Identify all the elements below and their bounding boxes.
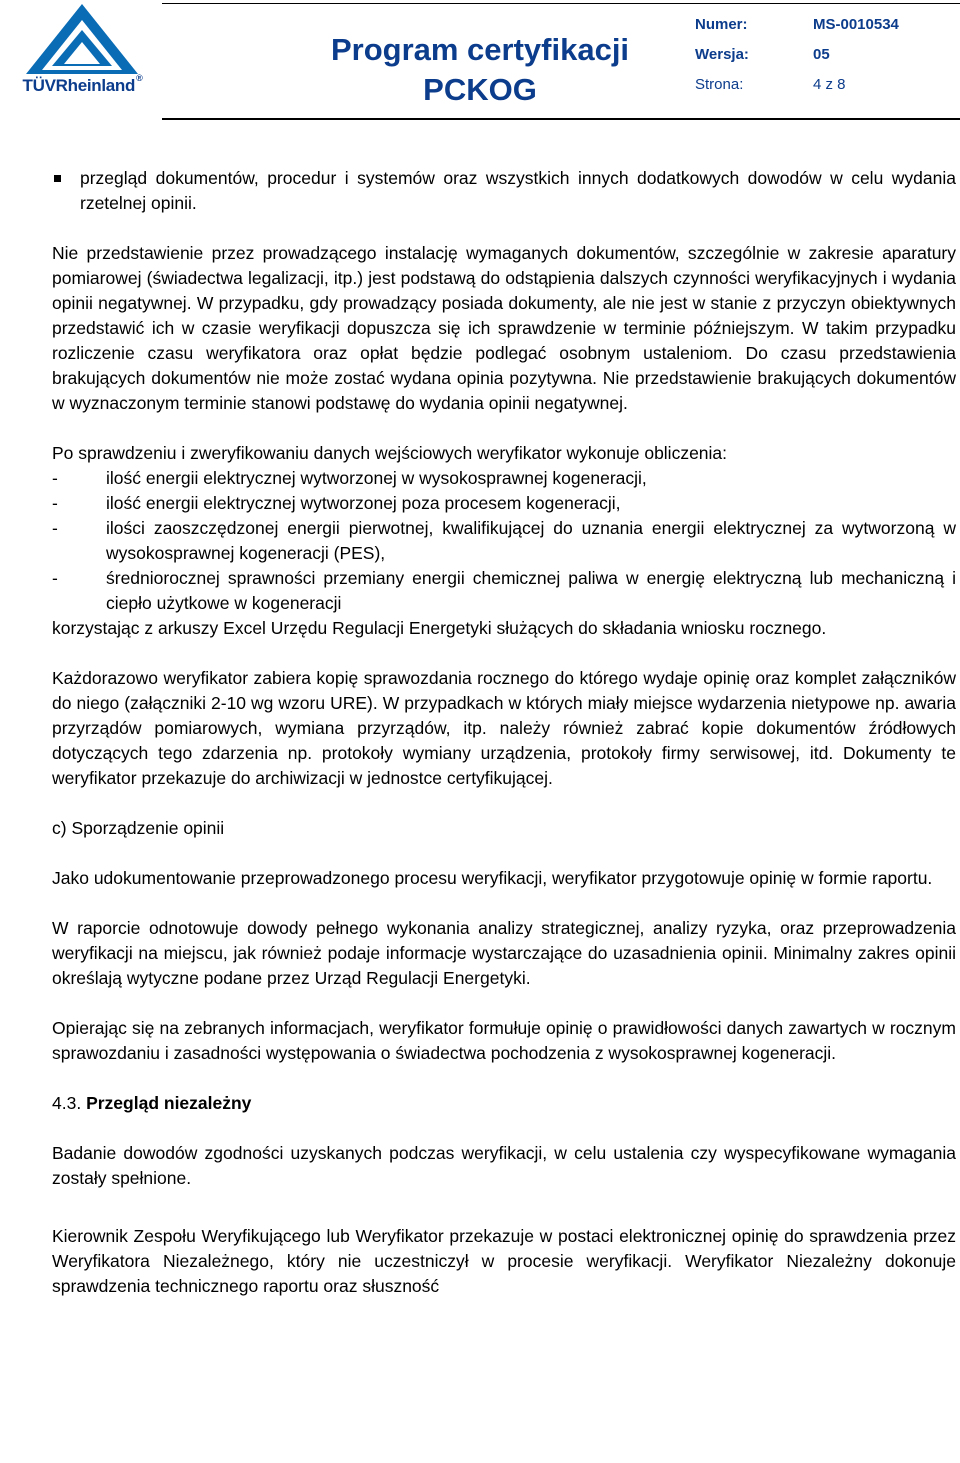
- meta-value: 4 z 8: [813, 76, 846, 93]
- paragraph-intro: Po sprawdzeniu i zweryfikowaniu danych wejściowych weryfikator wykonuje obliczenia:: [52, 443, 728, 463]
- paragraph: Kierownik Zespołu Weryfikującego lub Weryfikator przekazuje w postaci elektronicznej opinię do sprawdzenia przez Weryfikatora Niezależnego, który nie uczestniczył w procesie weryfikacji. Weryfikator Niezależny dokonuje sprawdzenia technicznego raportu oraz słuszność: [52, 1226, 956, 1296]
- page-header: [0, 0, 960, 120]
- header-top-rule: [162, 3, 960, 4]
- list-item-text: ilość energii elektrycznej wytworzonej poza procesem kogeneracji,: [106, 493, 621, 513]
- document-title: [280, 30, 680, 110]
- header-bottom-rule: [162, 118, 960, 120]
- bullet-item: [52, 166, 956, 216]
- meta-page-row: [695, 70, 945, 100]
- list-item: [52, 491, 956, 516]
- section-heading-c: c) Sporządzenie opinii: [52, 818, 225, 838]
- paragraph: Nie przedstawienie przez prowadzącego instalację wymaganych dokumentów, szczególnie w zakresie aparatury pomiarowej (świadectwa legalizacji, itp.) jest podstawą do odstąpienia dalszych czynności weryfikacyjnych i wydania opinii negatywnej. W przypadku, gdy prowadzący posiada dokumenty, ale nie jest w stanie z przyczyn obiektywnych przedstawić ich w czasie weryfikacji dopuszcza się ich sprawdzenie w terminie późniejszym. W takim przypadku rozliczenie czasu weryfikatora oraz opłat będzie podlegać osobnym ustaleniom. Do czasu przedstawienia brakujących dokumentów nie może zostać wydana opinia pozytywna. Nie przedstawienie brakujących dokumentów w wyznaczonym terminie stanowi podstawę do wydania opinii negatywnej.: [52, 243, 956, 413]
- tuv-rheinland-logo: [20, 2, 145, 112]
- square-bullet-icon: [54, 175, 61, 182]
- list-item-text: ilości zaoszczędzonej energii pierwotnej, kwalifikującej do uznania energii elektrycznej za wytworzoną w wysokosprawnej kogeneracji (PES),: [106, 518, 956, 563]
- bullet-text: przegląd dokumentów, procedur i systemów oraz wszystkich innych dodatkowych dowodów w celu wydania rzetelnej opinii.: [80, 168, 956, 213]
- document-meta: [695, 10, 945, 100]
- meta-value: 05: [813, 46, 830, 63]
- list-item: [52, 566, 956, 616]
- logo-wordmark: TÜVRheinland®: [22, 73, 143, 95]
- dash-marker: -: [52, 518, 58, 538]
- paragraph: W raporcie odnotowuje dowody pełnego wykonania analizy strategicznej, analizy ryzyka, oraz przeprowadzenia weryfikacji na miejscu, jak również podaje informacje wystarczające do uzasadnienia opinii. Minimalny zakres opinii określają wytyczne podane przez Urząd Regulacji Energetyki.: [52, 918, 956, 988]
- meta-label: Wersja:: [695, 46, 749, 63]
- tuv-triangle-icon: [20, 2, 145, 82]
- section-title: Przegląd niezależny: [86, 1093, 252, 1113]
- section-number: 4.3.: [52, 1093, 82, 1113]
- meta-number-row: [695, 10, 945, 40]
- list-item-text: ilość energii elektrycznej wytworzonej w wysokosprawnej kogeneracji,: [106, 468, 647, 488]
- dash-marker: -: [52, 468, 58, 488]
- meta-version-row: [695, 40, 945, 70]
- section-heading-4-3: [52, 1091, 956, 1116]
- list-item: [52, 466, 956, 491]
- paragraph: Opierając się na zebranych informacjach, weryfikator formułuje opinię o prawidłowości danych zawartych w rocznym sprawozdaniu i zasadności występowania o świadectwa pochodzenia z wysokosprawnej kogeneracji.: [52, 1018, 956, 1063]
- title-line-2: PCKOG: [423, 72, 537, 107]
- meta-label: Strona:: [695, 76, 744, 93]
- paragraph: Jako udokumentowanie przeprowadzonego procesu weryfikacji, weryfikator przygotowuje opinię w formie raportu.: [52, 868, 933, 888]
- list-item: [52, 516, 956, 566]
- document-body: [52, 166, 956, 1299]
- list-item-text: średniorocznej sprawności przemiany energii chemicznej paliwa w energię elektryczną lub mechaniczną i ciepło użytkowe w kogeneracji: [106, 568, 956, 613]
- paragraph-outro: korzystając z arkuszy Excel Urzędu Regulacji Energetyki służących do składania wniosku rocznego.: [52, 618, 827, 638]
- meta-value: MS-0010534: [813, 16, 899, 33]
- dash-marker: -: [52, 568, 58, 588]
- paragraph: Każdorazowo weryfikator zabiera kopię sprawozdania rocznego do którego wydaje opinię oraz komplet załączników do niego (załączniki 2-10 wg wzoru URE). W przypadkach w których miały miejsce wydarzenia nietypowe np. awaria przyrządów pomiarowych, wymiana przyrządów, itp. należy również zabrać kopie dokumentów źródłowych dotyczących tego zdarzenia np. protokoły wymiany urządzenia, protokoły firmy serwisowej, itd. Dokumenty te weryfikator przekazuje do archiwizacji w jednostce certyfikującej.: [52, 668, 956, 788]
- title-line-1: Program certyfikacji: [330, 32, 630, 67]
- paragraph: Badanie dowodów zgodności uzyskanych podczas weryfikacji, w celu ustalenia czy wyspecyfikowane wymagania zostały spełnione.: [52, 1143, 956, 1188]
- dash-marker: -: [52, 493, 58, 513]
- meta-label: Numer:: [695, 16, 748, 33]
